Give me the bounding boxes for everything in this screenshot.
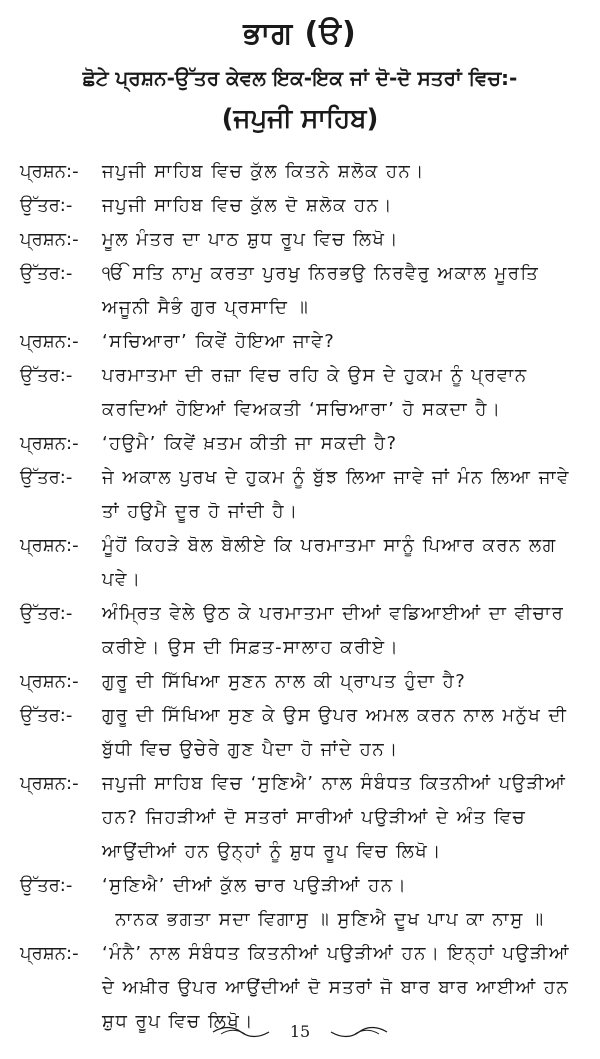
answer-label: ਉੱਤਰ:- — [20, 263, 73, 284]
question-block — [20, 427, 586, 461]
question-block — [20, 223, 586, 257]
question-label: ਪ੍ਰਸ਼ਨ:- — [20, 535, 79, 556]
question-label: ਪ੍ਰਸ਼ਨ:- — [20, 671, 79, 692]
question-block — [20, 665, 586, 699]
answer-label: ਉੱਤਰ:- — [20, 603, 73, 624]
answer-block — [20, 189, 586, 223]
answer-text: ਜਪੁਜੀ ਸਾਹਿਬ ਵਿਚ ਕੁੱਲ ਦੋ ਸ਼ਲੋਕ ਹਨ। — [102, 195, 394, 216]
answer-text: ਪਰਮਾਤਮਾ ਦੀ ਰਜ਼ਾ ਵਿਚ ਰਹਿ ਕੇ ਉਸ ਦੇ ਹੁਕਮ ਨੂੰ ਪ੍ਰਵਾਨ ਕਰਦਿਆਂ ਹੋਇਆਂ ਵਿਅਕਤੀ ‘ਸਚਿਆਰਾ’ ਹੋ ਸਕਦਾ ਹੈ। — [102, 365, 528, 420]
question-text: ‘ਸਚਿਆਰਾ’ ਕਿਵੇਂ ਹੋਇਆ ਜਾਵੇ? — [102, 331, 336, 352]
question-block — [20, 325, 586, 359]
answer-text: ‘ਸੁਣਿਐ’ ਦੀਆਂ ਕੁੱਲ ਚਾਰ ਪਉੜੀਆਂ ਹਨ। — [102, 875, 408, 896]
verse-line: ਨਾਨਕ ਭਗਤਾ ਸਦਾ ਵਿਗਾਸੁ ॥ ਸੁਣਿਐ ਦੂਖ ਪਾਪ ਕਾ ਨਾਸੁ ॥ — [115, 909, 545, 930]
answer-label: ਉੱਤਰ:- — [20, 467, 73, 488]
answer-text: ਅੰਮ੍ਰਿਤ ਵੇਲੇ ਉਠ ਕੇ ਪਰਮਾਤਮਾ ਦੀਆਂ ਵਡਿਆਈਆਂ ਦਾ ਵੀਚਾਰ ਕਰੀਏ। ਉਸ ਦੀ ਸਿਫ਼ਤ-ਸਾਲਾਹ ਕਰੀਏ। — [102, 603, 565, 658]
answer-block — [20, 359, 586, 427]
question-block — [20, 767, 586, 869]
answer-label: ਉੱਤਰ:- — [20, 195, 73, 216]
answer-block — [20, 257, 586, 325]
answer-label: ਉੱਤਰ:- — [20, 875, 73, 896]
answer-block — [20, 597, 586, 665]
section-subtitle: ਛੋਟੇ ਪ੍ਰਸ਼ਨ-ਉੱਤਰ ਕੇਵਲ ਇਕ-ਇਕ ਜਾਂ ਦੋ-ਦੋ ਸਤਰਾਂ ਵਿਚ:- — [82, 66, 518, 90]
answer-block — [20, 699, 586, 767]
answer-label: ਉੱਤਰ:- — [20, 705, 73, 726]
question-text: ਜਪੁਜੀ ਸਾਹਿਬ ਵਿਚ ਕੁੱਲ ਕਿਤਨੇ ਸ਼ਲੋਕ ਹਨ। — [102, 161, 425, 182]
answer-label: ਉੱਤਰ:- — [20, 365, 73, 386]
question-text: ਗੁਰੂ ਦੀ ਸਿੱਖਿਆ ਸੁਣਨ ਨਾਲ ਕੀ ਪ੍ਰਾਪਤ ਹੁੰਦਾ ਹੈ? — [102, 671, 467, 692]
answer-block — [20, 461, 586, 529]
flourish-right-icon — [329, 1025, 389, 1039]
question-label: ਪ੍ਰਸ਼ਨ:- — [20, 229, 79, 250]
question-label: ਪ੍ਰਸ਼ਨ:- — [20, 331, 79, 352]
answer-text: ਗੁਰੂ ਦੀ ਸਿੱਖਿਆ ਸੁਣ ਕੇ ਉਸ ਉਪਰ ਅਮਲ ਕਰਨ ਨਾਲ ਮਨੁੱਖ ਦੀ ਬੁੱਧੀ ਵਿਚ ਉਚੇਰੇ ਗੁਣ ਪੈਦਾ ਹੋ ਜਾਂਦੇ ਹਨ। — [102, 705, 568, 760]
section-title: (ਜਪੁਜੀ ਸਾਹਿਬ) — [221, 104, 379, 134]
question-label: ਪ੍ਰਸ਼ਨ:- — [20, 943, 79, 964]
question-text: ‘ਹਉਮੈ’ ਕਿਵੇਂ ਖ਼ਤਮ ਕੀਤੀ ਜਾ ਸਕਦੀ ਹੈ? — [102, 433, 398, 454]
question-block — [20, 529, 586, 597]
page-number: 15 — [289, 1022, 311, 1041]
answer-text: ਜੇ ਅਕਾਲ ਪੁਰਖ ਦੇ ਹੁਕਮ ਨੂੰ ਬੁੱਝ ਲਿਆ ਜਾਵੇ ਜਾਂ ਮੰਨ ਲਿਆ ਜਾਵੇ ਤਾਂ ਹਉਮੈ ਦੂਰ ਹੋ ਜਾਂਦੀ ਹੈ। — [102, 467, 570, 522]
question-label: ਪ੍ਰਸ਼ਨ:- — [20, 773, 79, 794]
question-text: ਮੂਲ ਮੰਤਰ ਦਾ ਪਾਠ ਸ਼ੁਧ ਰੂਪ ਵਿਚ ਲਿਖੋ। — [102, 229, 400, 250]
flourish-left-icon — [211, 1025, 271, 1039]
question-text: ਮੂੰਹੋਂ ਕਿਹੜੇ ਬੋਲ ਬੋਲੀਏ ਕਿ ਪਰਮਾਤਮਾ ਸਾਨੂੰ ਪਿਆਰ ਕਰਨ ਲਗ ਪਵੇ। — [102, 535, 557, 590]
answer-block — [20, 869, 586, 903]
page-footer — [0, 1021, 600, 1041]
answer-text: ੴ ਸਤਿ ਨਾਮੁ ਕਰਤਾ ਪੁਰਖੁ ਨਿਰਭਉ ਨਿਰਵੈਰੁ ਅਕਾਲ ਮੂਰਤਿ ਅਜੂਨੀ ਸੈਭੰ ਗੁਰ ਪ੍ਰਸਾਦਿ ॥ — [102, 263, 540, 318]
question-text: ਜਪੁਜੀ ਸਾਹਿਬ ਵਿਚ ‘ਸੁਣਿਐ’ ਨਾਲ ਸੰਬੰਧਤ ਕਿਤਨੀਆਂ ਪਉੜੀਆਂ ਹਨ? ਜਿਹੜੀਆਂ ਦੋ ਸਤਰਾਂ ਸਾਰੀਆਂ ਪਉੜੀਆਂ ਦੇ ਅੰਤ ਵਿਚ ਆਉਂਦੀਆਂ ਹਨ ਉਨ੍ਹਾਂ ਨੂੰ ਸ਼ੁਧ ਰੂਪ ਵਿਚ ਲਿਖੋ। — [102, 773, 567, 862]
question-label: ਪ੍ਰਸ਼ਨ:- — [20, 161, 79, 182]
question-text: ‘ਮੰਨੈ’ ਨਾਲ ਸੰਬੰਧਤ ਕਿਤਨੀਆਂ ਪਉੜੀਆਂ ਹਨ। ਇਨ੍ਹਾਂ ਪਉੜੀਆਂ ਦੇ ਅਖ਼ੀਰ ਉਪਰ ਆਉਂਦੀਆਂ ਦੋ ਸਤਰਾਂ ਜੋ ਬਾਰ ਬਾਰ ਆਈਆਂ ਹਨ ਸ਼ੁਧ ਰੂਪ ਵਿਚ ਲਿਖੋ। — [102, 943, 570, 1032]
question-label: ਪ੍ਰਸ਼ਨ:- — [20, 433, 79, 454]
part-title: ਭਾਗ (ੳ) — [243, 16, 357, 51]
question-block — [20, 155, 586, 189]
